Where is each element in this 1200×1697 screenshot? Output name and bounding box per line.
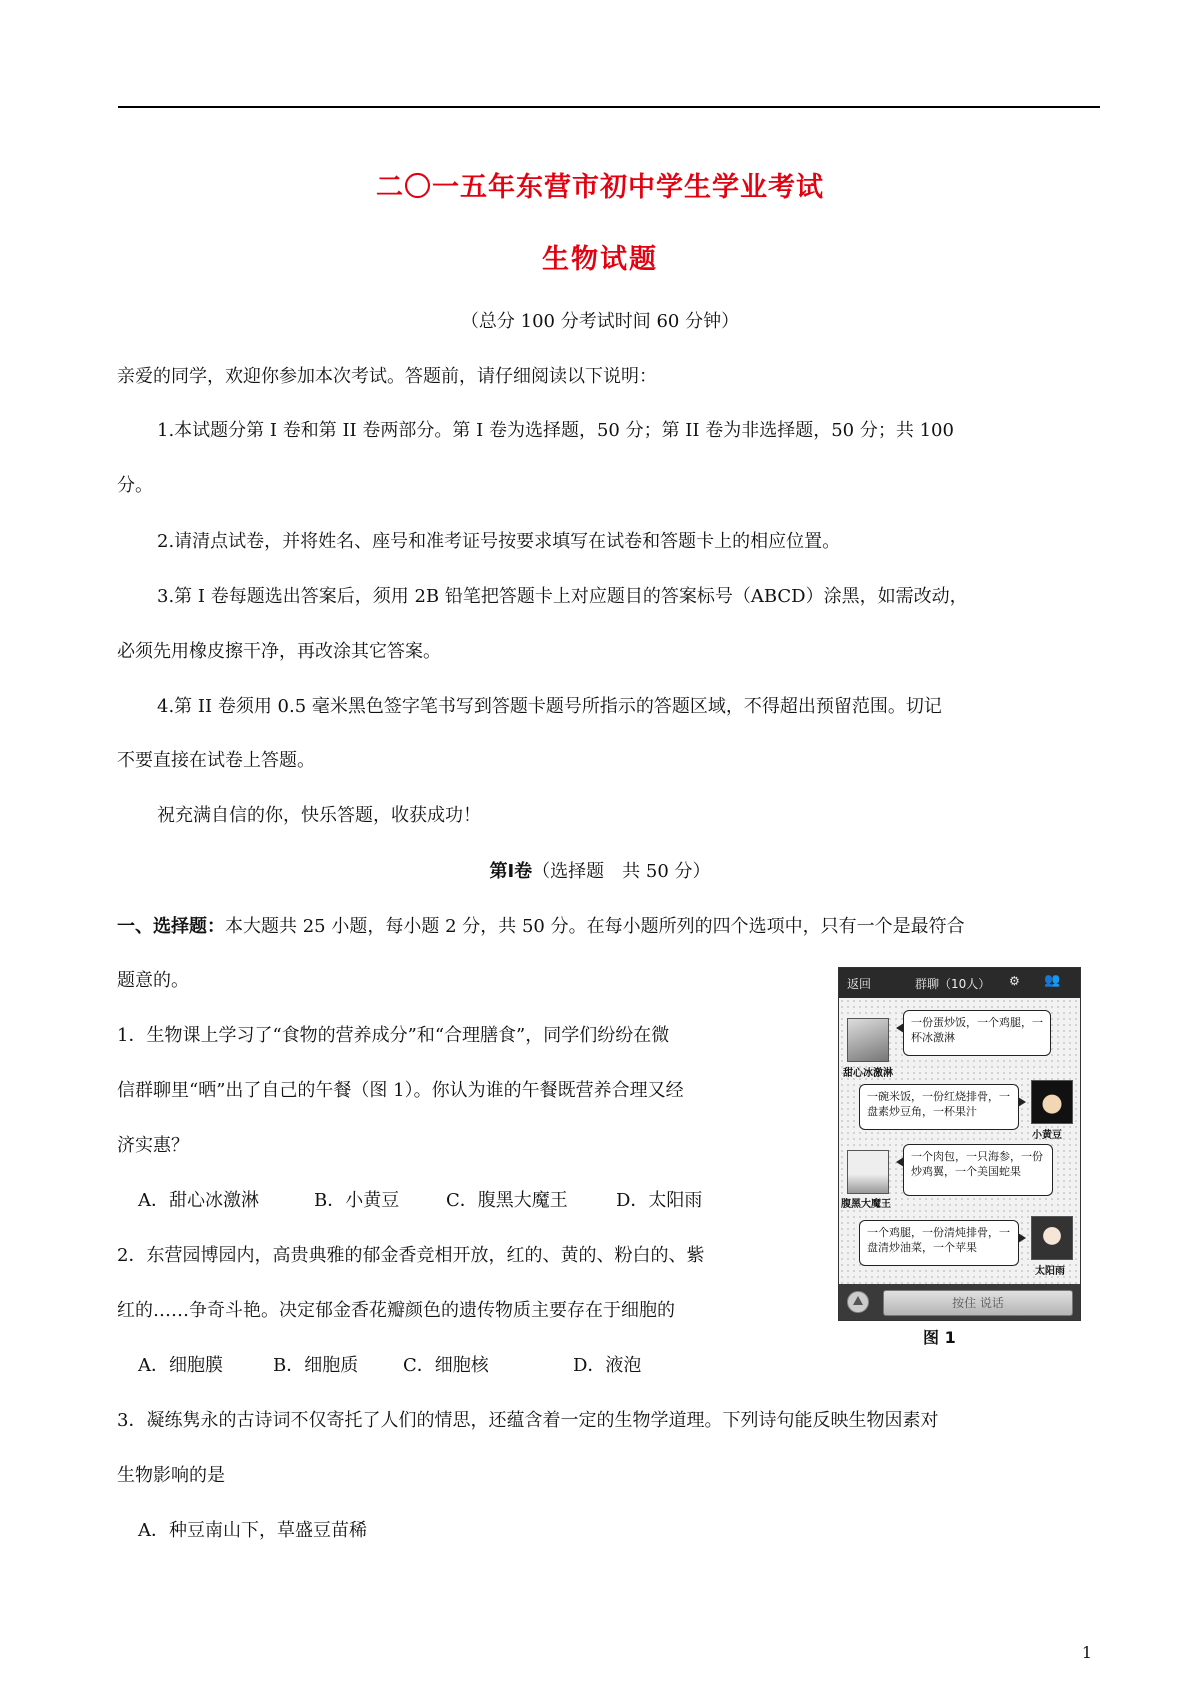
exam-title: 二〇一五年东营市初中学生学业考试 <box>376 172 824 203</box>
sender-name: 腹黑大魔王 <box>841 1199 891 1210</box>
question-1-line-1: 1．生物课上学习了“食物的营养成分”和“合理膳食”，同学们纷纷在微 <box>117 1025 670 1046</box>
avatar <box>847 1018 889 1062</box>
section-heading <box>0 857 1200 883</box>
group-title: 群聊（10人） <box>915 977 991 991</box>
instruction-1: 1.本试题分第 I 卷和第 II 卷两部分。第 I 卷为选择题，50 分；第 II 卷为非选择题，50 分；共 100 <box>157 420 954 441</box>
question-1-option-d[interactable]: D．太阳雨 <box>616 1190 703 1211</box>
header-rule <box>118 106 1100 108</box>
instruction-2: 2.请清点试卷，并将姓名、座号和准考证号按要求填写在试卷和答题卡上的相应位置。 <box>157 531 841 552</box>
chat-bubble: 一份蛋炒饭，一个鸡腿，一杯冰激淋 <box>903 1010 1051 1056</box>
part-one-label: 一、选择题： <box>117 916 225 937</box>
figure-caption: 图 1 <box>923 1328 956 1347</box>
question-2-line-2: 红的……争奇斗艳。决定郁金香花瓣颜色的遗传物质主要存在于细胞的 <box>117 1300 675 1321</box>
chat-bubble: 一个鸡腿，一份清炖排骨，一盘清炒油菜，一个苹果 <box>859 1220 1019 1266</box>
part-one-desc-cont: 题意的。 <box>117 970 189 991</box>
question-3-option-a[interactable]: A．种豆南山下，草盛豆苗稀 <box>138 1520 367 1541</box>
avatar <box>1031 1080 1073 1124</box>
chat-bubble: 一个肉包，一只海参，一份炒鸡翼，一个美国蛇果 <box>903 1144 1053 1196</box>
avatar <box>847 1150 889 1194</box>
question-3-line-1: 3．凝练隽永的古诗词不仅寄托了人们的情思，还蕴含着一定的生物学道理。下列诗句能反映生物因素对 <box>117 1410 939 1431</box>
question-1-option-a[interactable]: A．甜心冰激淋 <box>138 1190 259 1211</box>
question-1-option-c[interactable]: C．腹黑大魔王 <box>446 1190 568 1211</box>
page-number: 1 <box>1081 1643 1092 1662</box>
question-3-line-2: 生物影响的是 <box>117 1465 225 1486</box>
chat-input-bar <box>839 1284 1080 1320</box>
chat-messages <box>839 998 1080 1284</box>
instructions-wish: 祝充满自信的你，快乐答题，收获成功！ <box>157 805 481 826</box>
avatar <box>1031 1216 1073 1260</box>
people-icon: 👥 <box>1044 973 1061 988</box>
question-2-option-a[interactable]: A．细胞膜 <box>138 1355 223 1376</box>
question-2-option-c[interactable]: C．细胞核 <box>403 1355 489 1376</box>
instruction-3-cont: 必须先用橡皮擦干净，再改涂其它答案。 <box>117 641 441 662</box>
section-heading-rest: （选择题 共 50 分） <box>532 861 711 882</box>
instruction-4-cont: 不要直接在试卷上答题。 <box>117 750 315 771</box>
exam-subject: 生物试题 <box>542 244 658 275</box>
chat-top-bar <box>839 968 1080 998</box>
part-one-description <box>117 912 965 938</box>
sender-name: 太阳雨 <box>1035 1266 1065 1277</box>
sender-name: 甜心冰激淋 <box>843 1068 893 1079</box>
section-heading-bold: 第Ⅰ卷 <box>489 861 533 882</box>
sender-name: 小黄豆 <box>1032 1130 1062 1141</box>
question-2-option-b[interactable]: B．细胞质 <box>273 1355 359 1376</box>
question-1-line-2: 信群聊里“晒”出了自己的午餐（图 1）。你认为谁的午餐既营养合理又经 <box>117 1080 684 1101</box>
keyboard-toggle-icon <box>847 1291 869 1313</box>
question-2-options <box>138 1351 641 1377</box>
chat-bubble: 一碗米饭，一份红烧排骨，一盘素炒豆角，一杯果汁 <box>859 1084 1019 1130</box>
gear-icon: ⚙ <box>1009 974 1020 988</box>
question-1-options <box>138 1186 702 1212</box>
instruction-4: 4.第 II 卷须用 0.5 毫米黑色签字笔书写到答题卡题号所指示的答题区域，不得超出预留范围。切记 <box>157 696 942 717</box>
figure-1 <box>838 967 1081 1351</box>
question-1-line-3: 济实惠？ <box>117 1135 189 1156</box>
phone-screenshot <box>838 967 1081 1321</box>
question-2-line-1: 2．东营园博园内，高贵典雅的郁金香竞相开放，红的、黄的、粉白的、紫 <box>117 1245 705 1266</box>
question-1-option-b[interactable]: B．小黄豆 <box>314 1190 400 1211</box>
back-button: 返回 <box>847 977 872 991</box>
part-one-desc: 本大题共 25 小题，每小题 2 分，共 50 分。在每小题所列的四个选项中，只有一个是最符合 <box>225 916 965 937</box>
instruction-1-cont: 分。 <box>117 475 153 496</box>
instruction-3: 3.第 I 卷每题选出答案后，须用 2B 铅笔把答题卡上对应题目的答案标号（ABCD）涂黑，如需改动， <box>157 586 968 607</box>
question-2-option-d[interactable]: D．液泡 <box>573 1355 642 1376</box>
hold-to-talk-button: 按住 说话 <box>883 1290 1073 1316</box>
exam-info: （总分 100 分考试时间 60 分钟） <box>460 311 740 332</box>
instructions-greeting: 亲爱的同学，欢迎你参加本次考试。答题前，请仔细阅读以下说明： <box>117 366 657 387</box>
